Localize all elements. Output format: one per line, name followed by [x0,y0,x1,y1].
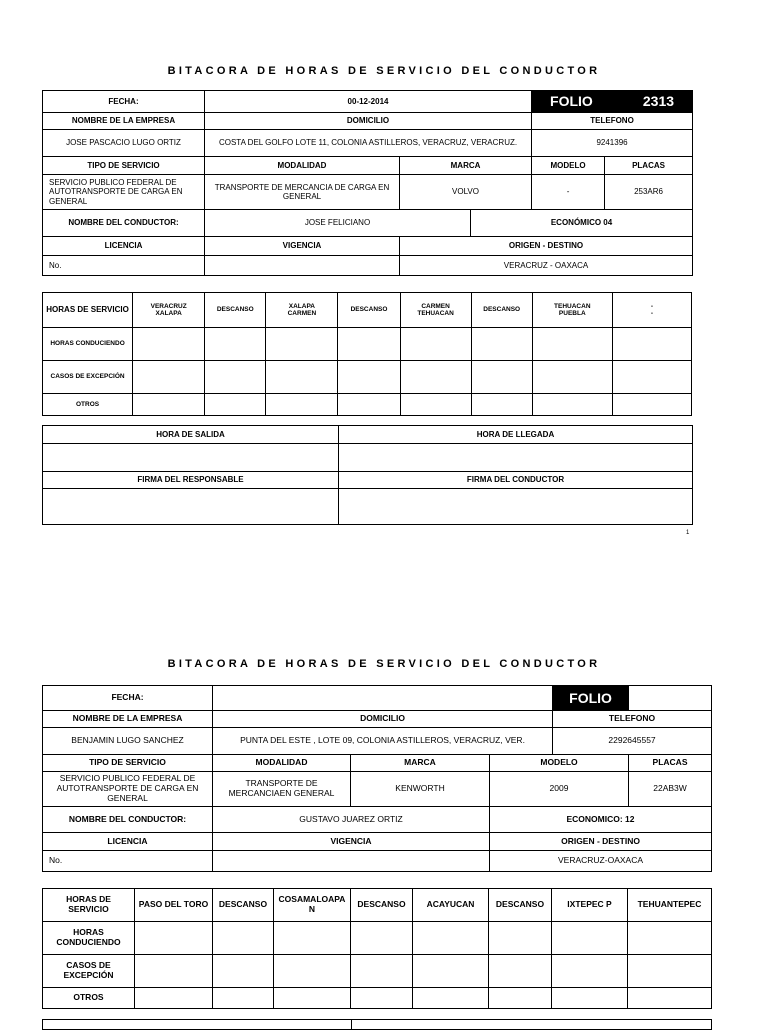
marca-value: VOLVO [400,175,532,210]
hours-col-2: COSAMALOAPAN [274,889,351,922]
tipo-label: TIPO DE SERVICIO [43,157,205,175]
conductor-value: GUSTAVO JUAREZ ORTIZ [213,807,490,833]
vigencia-value [205,256,400,276]
hours-col-1: DESCANSO [205,293,266,328]
no-label: No. [43,851,213,872]
modalidad-label: MODALIDAD [213,755,351,772]
hours-col-3: DESCANSO [351,889,413,922]
hours-row-label: HORAS CONDUCIENDO [43,328,133,361]
page-number: 1 [686,530,690,536]
hours-col-6: TEHUACAN PUEBLA [532,293,612,328]
horas-servicio-label: HORAS DE SERVICIO [43,889,135,922]
hora-salida-field[interactable] [43,444,339,472]
empresa-value: JOSE PASCACIO LUGO ORTIZ [43,130,205,157]
folio-value: 2313 [642,93,675,110]
fecha-value: 00-12-2014 [205,91,532,113]
conductor-label: NOMBRE DEL CONDUCTOR: [43,210,205,237]
telefono-value: 2292645557 [553,728,712,755]
fecha-label: FECHA: [43,686,213,711]
vigencia-label: VIGENCIA [205,237,400,256]
hours-row-label: CASOS DE EXCEPCIÓN [43,955,135,988]
hours-col-0: VERACRUZ XALAPA [133,293,205,328]
page1-header-table [42,90,693,276]
modelo-label: MODELO [490,755,629,772]
page2-header-table [42,685,712,872]
firma-responsable-label: FIRMA DEL RESPONSABLE [43,472,339,489]
telefono-label: TELEFONO [553,711,712,728]
empresa-value: BENJAMIN LUGO SANCHEZ [43,728,213,755]
licencia-label: LICENCIA [43,237,205,256]
hours-row-label: OTROS [43,394,133,416]
placas-value: 22AB3W [629,772,712,807]
modalidad-value: TRANSPORTE DE MERCANCIAEN GENERAL [213,772,351,807]
vigencia-value [213,851,490,872]
vigencia-label: VIGENCIA [213,833,490,851]
marca-label: MARCA [400,157,532,175]
economico-label: ECONÓMICO 04 [471,210,693,237]
tipo-value: SERVICIO PUBLICO FEDERAL DE AUTOTRANSPORTE DE CARGA EN GENERAL [43,772,213,807]
folio-box [553,686,629,711]
hours-row-label: CASOS DE EXCEPCIÓN [43,361,133,394]
hours-row-label: HORAS CONDUCIENDO [43,922,135,955]
horas-servicio-label: HORAS DE SERVICIO [43,293,133,328]
page2-title: BITACORA DE HORAS DE SERVICIO DEL CONDUCTOR [167,658,601,670]
telefono-label: TELEFONO [532,113,693,130]
placas-value: 253AR6 [605,175,693,210]
hours-col-5: DESCANSO [471,293,532,328]
hours-col-2: XALAPA CARMEN [266,293,338,328]
licencia-label: LICENCIA [43,833,213,851]
hours-row-label: OTROS [43,988,135,1009]
tipo-value: SERVICIO PUBLICO FEDERAL DE AUTOTRANSPORTE DE CARGA EN GENERAL [43,175,205,210]
fecha-value [213,686,553,711]
hora-llegada-field[interactable] [339,444,693,472]
hours-col-4: ACAYUCAN [413,889,489,922]
hora-llegada-label: HORA DE LLEGADA [339,426,693,444]
placas-label: PLACAS [605,157,693,175]
firma-conductor-field[interactable] [339,489,693,525]
fecha-label: FECHA: [43,91,205,113]
modelo-label: MODELO [532,157,605,175]
origen-value: VERACRUZ - OAXACA [400,256,693,276]
economico-label: ECONOMICO: 12 [490,807,712,833]
firma-responsable-field[interactable] [43,489,339,525]
hours-col-7: TEHUANTEPEC [628,889,712,922]
marca-value: KENWORTH [351,772,490,807]
placas-label: PLACAS [629,755,712,772]
origen-value: VERACRUZ-OAXACA [490,851,712,872]
hours-col-1: DESCANSO [213,889,274,922]
page2-hours-table [42,888,712,1009]
page1-footer-table [42,425,693,525]
no-label: No. [43,256,205,276]
telefono-value: 9241396 [532,130,693,157]
hours-col-4: CARMEN TEHUACAN [400,293,471,328]
hours-col-3: DESCANSO [338,293,400,328]
folio-label: FOLIO [569,689,612,706]
page1-title: BITACORA DE HORAS DE SERVICIO DEL CONDUCTOR [167,65,601,77]
folio-label: FOLIO [550,93,593,110]
marca-label: MARCA [351,755,490,772]
firma-conductor-label: FIRMA DEL CONDUCTOR [339,472,693,489]
domicilio-label: DOMICILIO [205,113,532,130]
empresa-label: NOMBRE DE LA EMPRESA [43,711,213,728]
modelo-value: 2009 [490,772,629,807]
conductor-value: JOSE FELICIANO [205,210,471,237]
page1-hours-table [42,292,692,416]
modelo-value: - [532,175,605,210]
folio-box [532,91,693,113]
origen-label: ORIGEN - DESTINO [490,833,712,851]
origen-label: ORIGEN - DESTINO [400,237,693,256]
tipo-label: TIPO DE SERVICIO [43,755,213,772]
hours-col-6: IXTEPEC P [552,889,628,922]
domicilio-value: COSTA DEL GOLFO LOTE 11, COLONIA ASTILLEROS, VERACRUZ, VERACRUZ. [205,130,532,157]
conductor-label: NOMBRE DEL CONDUCTOR: [43,807,213,833]
domicilio-value: PUNTA DEL ESTE , LOTE 09, COLONIA ASTILLEROS, VERACRUZ, VER. [213,728,553,755]
page2-footer-table-partial [42,1019,712,1030]
modalidad-label: MODALIDAD [205,157,400,175]
domicilio-label: DOMICILIO [213,711,553,728]
modalidad-value: TRANSPORTE DE MERCANCIA DE CARGA EN GENERAL [205,175,400,210]
hours-col-5: DESCANSO [489,889,552,922]
empresa-label: NOMBRE DE LA EMPRESA [43,113,205,130]
hours-col-0: PASO DEL TORO [135,889,213,922]
folio-value [629,686,712,711]
hours-col-7: - - [612,293,691,328]
hora-salida-label: HORA DE SALIDA [43,426,339,444]
